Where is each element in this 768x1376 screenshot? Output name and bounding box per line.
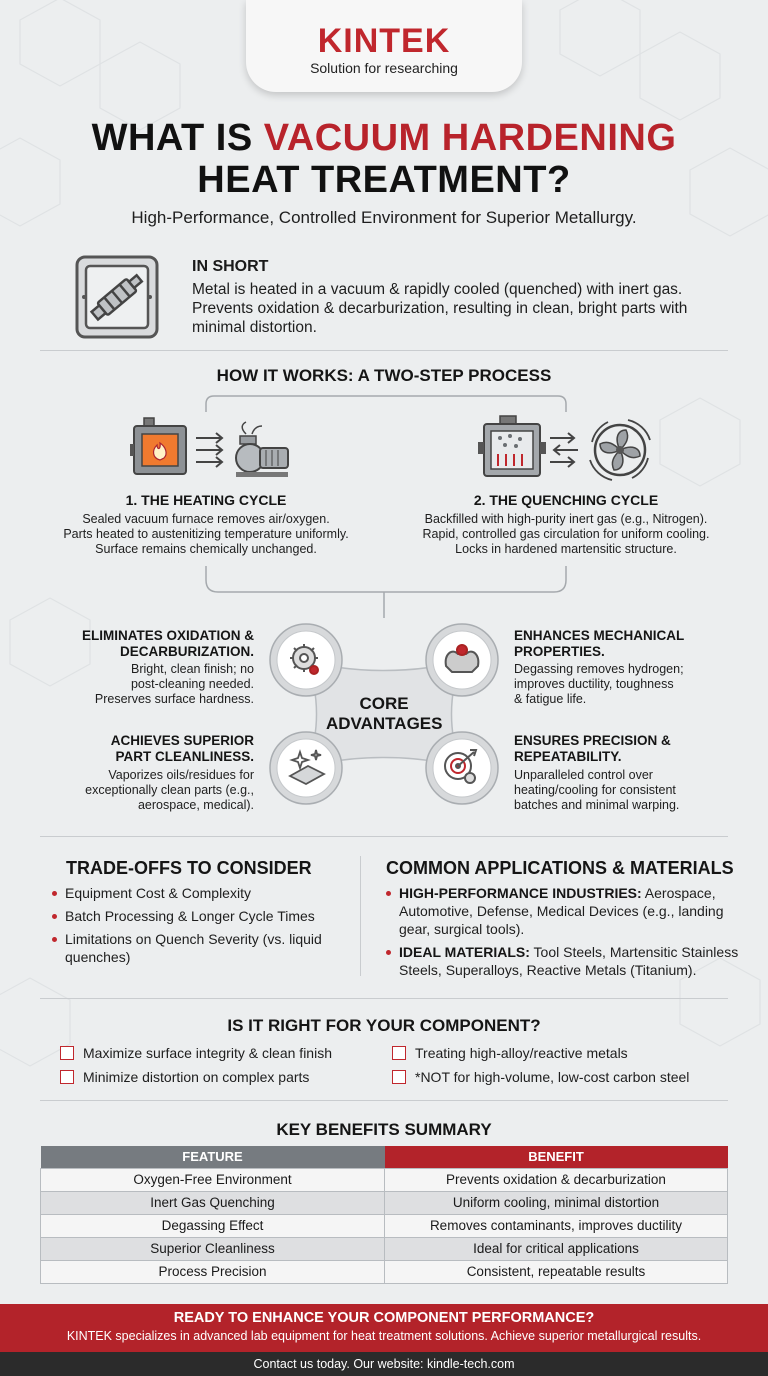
list-item	[384, 884, 750, 938]
vacuum-hardening-icon	[74, 254, 160, 340]
checkbox-icon[interactable]	[60, 1046, 74, 1060]
list-item: Equipment Cost & Complexity	[50, 884, 350, 902]
advantage-line: aerospace, medical).	[137, 798, 254, 812]
checklist-label: Minimize distortion on complex parts	[83, 1069, 310, 1085]
title-accent: VACUUM HARDENING	[263, 117, 677, 159]
advantage-title-line: ACHIEVES SUPERIOR	[110, 733, 254, 748]
checklist-heading: IS IT RIGHT FOR YOUR COMPONENT?	[227, 1016, 541, 1035]
advantage-line: batches and minimal warping.	[514, 798, 680, 812]
logo-tagline: Solution for researching	[310, 60, 458, 76]
checklist-item[interactable]	[392, 1068, 689, 1086]
advantage-line: post-cleaning needed.	[130, 677, 254, 691]
heating-line: Surface remains chemically unchanged.	[95, 542, 317, 556]
advantage-title-line: DECARBURIZATION.	[120, 644, 254, 659]
checklist-item[interactable]	[60, 1044, 332, 1062]
advantage-line: Bright, clean finish; no	[131, 662, 254, 676]
table-cell: Oxygen-Free Environment	[41, 1168, 385, 1191]
title-plain: WHAT IS	[91, 117, 264, 159]
in-short-text: Metal is heated in a vacuum & rapidly cooled (quenched) with inert gas. Prevents oxidation & decarburization, resulting in clean, bright parts with minimal distortion.	[192, 281, 688, 336]
divider	[40, 836, 728, 837]
list-item: Batch Processing & Longer Cycle Times	[50, 907, 350, 925]
cta-heading: READY TO ENHANCE YOUR COMPONENT PERFORMANCE?	[173, 1310, 595, 1326]
advantage-precision-title	[514, 733, 734, 765]
quenching-cycle-text	[396, 512, 736, 557]
summary-heading: KEY BENEFITS SUMMARY	[276, 1120, 492, 1139]
how-it-works-heading: HOW IT WORKS: A TWO-STEP PROCESS	[216, 366, 552, 385]
checklist-item[interactable]	[60, 1068, 309, 1086]
column-header-benefit: BENEFIT	[385, 1146, 728, 1168]
cta-banner	[0, 1304, 768, 1352]
in-short-heading: IN SHORT	[192, 258, 269, 275]
table-header-row	[41, 1146, 728, 1168]
advantage-cleanliness-title	[40, 733, 254, 765]
quenching-cycle-title: 2. THE QUENCHING CYCLE	[473, 492, 659, 508]
table-row	[41, 1214, 728, 1237]
table-row	[41, 1191, 728, 1214]
list-item: Limitations on Quench Severity (vs. liquid quenches)	[50, 930, 340, 966]
checkbox-icon[interactable]	[392, 1070, 406, 1084]
logo-tab	[246, 0, 522, 92]
advantage-title-line: ENSURES PRECISION &	[514, 733, 671, 748]
advantage-mechanical-text	[514, 662, 734, 707]
logo-name: KINTEK	[317, 22, 451, 60]
advantage-line: heating/cooling for consistent	[514, 783, 676, 797]
divider	[40, 350, 728, 351]
advantage-line: exceptionally clean parts (e.g.,	[85, 783, 254, 797]
checklist-label: *NOT for high-volume, low-cost carbon steel	[415, 1069, 690, 1085]
applications-list	[384, 884, 750, 984]
application-label: IDEAL MATERIALS:	[399, 944, 530, 960]
heating-line: Parts heated to austenitizing temperature uniformly.	[63, 527, 349, 541]
page-title-line-1	[20, 116, 748, 160]
advantage-title-line: PART CLEANLINESS.	[115, 749, 254, 764]
divider	[40, 998, 728, 999]
table-row	[41, 1260, 728, 1283]
core-advantages-label	[326, 694, 442, 734]
advantage-title-line: ENHANCES MECHANICAL	[514, 628, 685, 643]
heating-line: Sealed vacuum furnace removes air/oxygen.	[82, 512, 330, 526]
advantage-title-line: REPEATABILITY.	[514, 749, 622, 764]
tradeoffs-heading: TRADE-OFFS TO CONSIDER	[66, 858, 312, 878]
checklist-item[interactable]	[392, 1044, 628, 1062]
table-row	[41, 1168, 728, 1191]
vacuum-pump-icon	[232, 420, 292, 480]
table-cell: Superior Cleanliness	[41, 1237, 385, 1260]
table-cell: Uniform cooling, minimal distortion	[385, 1191, 728, 1214]
core-label-line: CORE	[359, 694, 409, 713]
advantage-precision-text	[514, 768, 738, 813]
list-item	[384, 943, 750, 979]
advantage-title-line: PROPERTIES.	[514, 644, 605, 659]
airflow-arrows-icon	[194, 430, 230, 470]
advantage-line: improves ductility, toughness	[514, 677, 674, 691]
quench-chamber-icon	[478, 414, 548, 480]
column-header-feature: FEATURE	[41, 1146, 385, 1168]
table-cell: Ideal for critical applications	[385, 1237, 728, 1260]
furnace-icon	[130, 416, 190, 478]
quenching-line: Backfilled with high-purity inert gas (e.g., Nitrogen).	[424, 512, 708, 526]
advantage-line: Unparalleled control over	[514, 768, 653, 782]
heating-cycle-title: 1. THE HEATING CYCLE	[125, 492, 287, 508]
fan-icon	[584, 414, 656, 486]
checklist-label: Maximize surface integrity & clean finish	[83, 1045, 332, 1061]
page-subtitle: High-Performance, Controlled Environment for Superior Metallurgy.	[131, 208, 637, 227]
application-label: HIGH-PERFORMANCE INDUSTRIES:	[399, 885, 642, 901]
page-title-line-2: HEAT TREATMENT?	[197, 159, 571, 201]
application-text: Tool Steels, Martensitic Stainless Steels, Superalloys, Reactive Metals (Titanium).	[399, 944, 739, 978]
advantage-title-line: ELIMINATES OXIDATION &	[82, 628, 254, 643]
table-cell: Inert Gas Quenching	[41, 1191, 385, 1214]
advantage-line: Degassing removes hydrogen;	[514, 662, 684, 676]
divider	[40, 1100, 728, 1101]
quenching-line: Locks in hardened martensitic structure.	[455, 542, 677, 556]
table-cell: Process Precision	[41, 1260, 385, 1283]
cta-text: KINTEK specializes in advanced lab equipment for heat treatment solutions. Achieve superior metallurgical results.	[66, 1329, 702, 1343]
application-text: Aerospace, Automotive, Defense, Medical Devices (e.g., landing gear, surgical tools).	[399, 885, 724, 937]
benefits-table	[40, 1146, 728, 1284]
tradeoffs-list	[50, 884, 350, 971]
footer-contact[interactable]: Contact us today. Our website: kindle-tech.com	[0, 1352, 768, 1376]
table-cell: Prevents oxidation & decarburization	[385, 1168, 728, 1191]
checkbox-icon[interactable]	[60, 1070, 74, 1084]
heating-cycle-text	[40, 512, 372, 557]
advantage-line: & fatigue life.	[514, 692, 587, 706]
table-cell: Degassing Effect	[41, 1214, 385, 1237]
gas-flow-arrows-icon	[548, 430, 582, 470]
checkbox-icon[interactable]	[392, 1046, 406, 1060]
advantage-line: Preserves surface hardness.	[94, 692, 254, 706]
applications-heading: COMMON APPLICATIONS & MATERIALS	[386, 858, 734, 878]
advantage-mechanical-title	[514, 628, 734, 660]
table-cell: Removes contaminants, improves ductility	[385, 1214, 728, 1237]
checklist-label: Treating high-alloy/reactive metals	[415, 1045, 628, 1061]
column-divider	[360, 856, 361, 976]
advantage-line: Vaporizes oils/residues for	[108, 768, 254, 782]
advantage-oxidation-title	[40, 628, 254, 660]
table-row	[41, 1237, 728, 1260]
core-label-line: ADVANTAGES	[326, 714, 443, 733]
table-cell: Consistent, repeatable results	[385, 1260, 728, 1283]
advantage-oxidation-text	[40, 662, 254, 707]
quenching-line: Rapid, controlled gas circulation for uniform cooling.	[422, 527, 710, 541]
advantage-cleanliness-text	[30, 768, 254, 813]
